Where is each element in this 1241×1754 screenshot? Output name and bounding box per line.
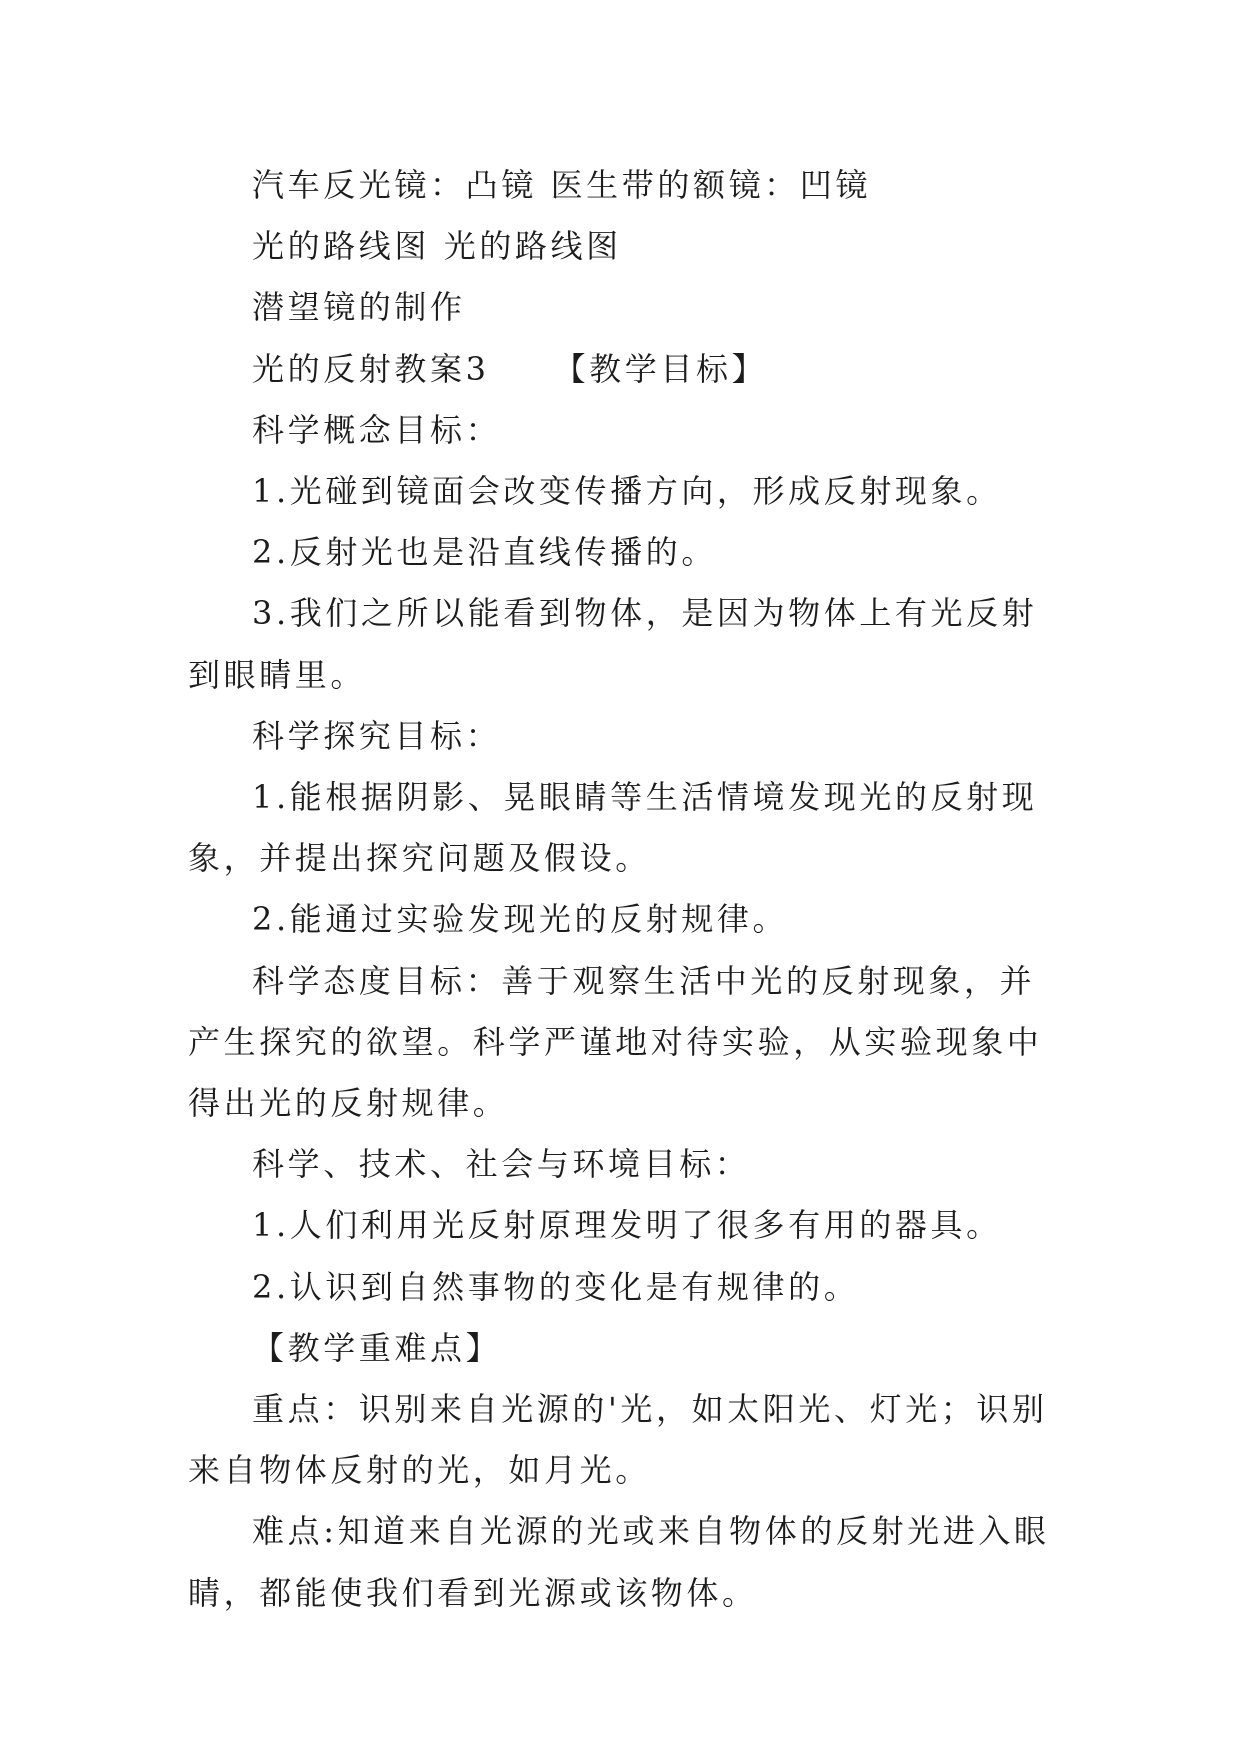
sts-heading: 科学、技术、社会与环境目标： <box>252 1145 751 1184</box>
inquiry-heading: 科学探究目标： <box>252 716 502 755</box>
inquiry-item: 1.能根据阴影、晃眼睛等生活情境发现光的反射现象，并提出探究问题及假设。 <box>188 778 1038 878</box>
lesson-heading-line <box>188 339 1068 400</box>
key-points-heading: 【教学重难点】 <box>252 1328 502 1367</box>
periscope-line: 潜望镜的制作 <box>252 288 466 327</box>
sts-item: 2.认识到自然事物的变化是有规律的。 <box>252 1267 860 1306</box>
concept-item: 1.光碰到镜面会改变传播方向，形成反射现象。 <box>252 472 1002 511</box>
concept-item: 3.我们之所以能看到物体，是因为物体上有光反射到眼睛里。 <box>188 594 1038 694</box>
objectives-heading: 【教学目标】 <box>553 349 768 388</box>
sts-item: 1.人们利用光反射原理发明了很多有用的器具。 <box>252 1206 1002 1245</box>
concept-heading: 科学概念目标： <box>252 410 502 449</box>
difficulty-paragraph: 难点:知道来自光源的光或来自物体的反射光进入眼睛，都能使我们看到光源或该物体。 <box>188 1512 1050 1612</box>
concept-item: 2.反射光也是沿直线传播的。 <box>252 533 717 572</box>
lesson-title: 光的反射教案3 <box>252 349 490 388</box>
inquiry-item: 2.能通过实验发现光的反射规律。 <box>252 900 789 939</box>
key-point-paragraph: 重点：识别来自光源的'光，如太阳光、灯光；识别来自物体反射的光，如月光。 <box>188 1390 1048 1490</box>
attitude-paragraph: 科学态度目标：善于观察生活中光的反射现象，并产生探究的欲望。科学严谨地对待实验，从实验现象中得出光的反射规律。 <box>188 961 1043 1123</box>
route-line: 光的路线图 光的路线图 <box>252 227 622 266</box>
document-body <box>188 155 1068 1624</box>
mirrors-line: 汽车反光镜：凸镜 医生带的额镜：凹镜 <box>252 166 871 204</box>
